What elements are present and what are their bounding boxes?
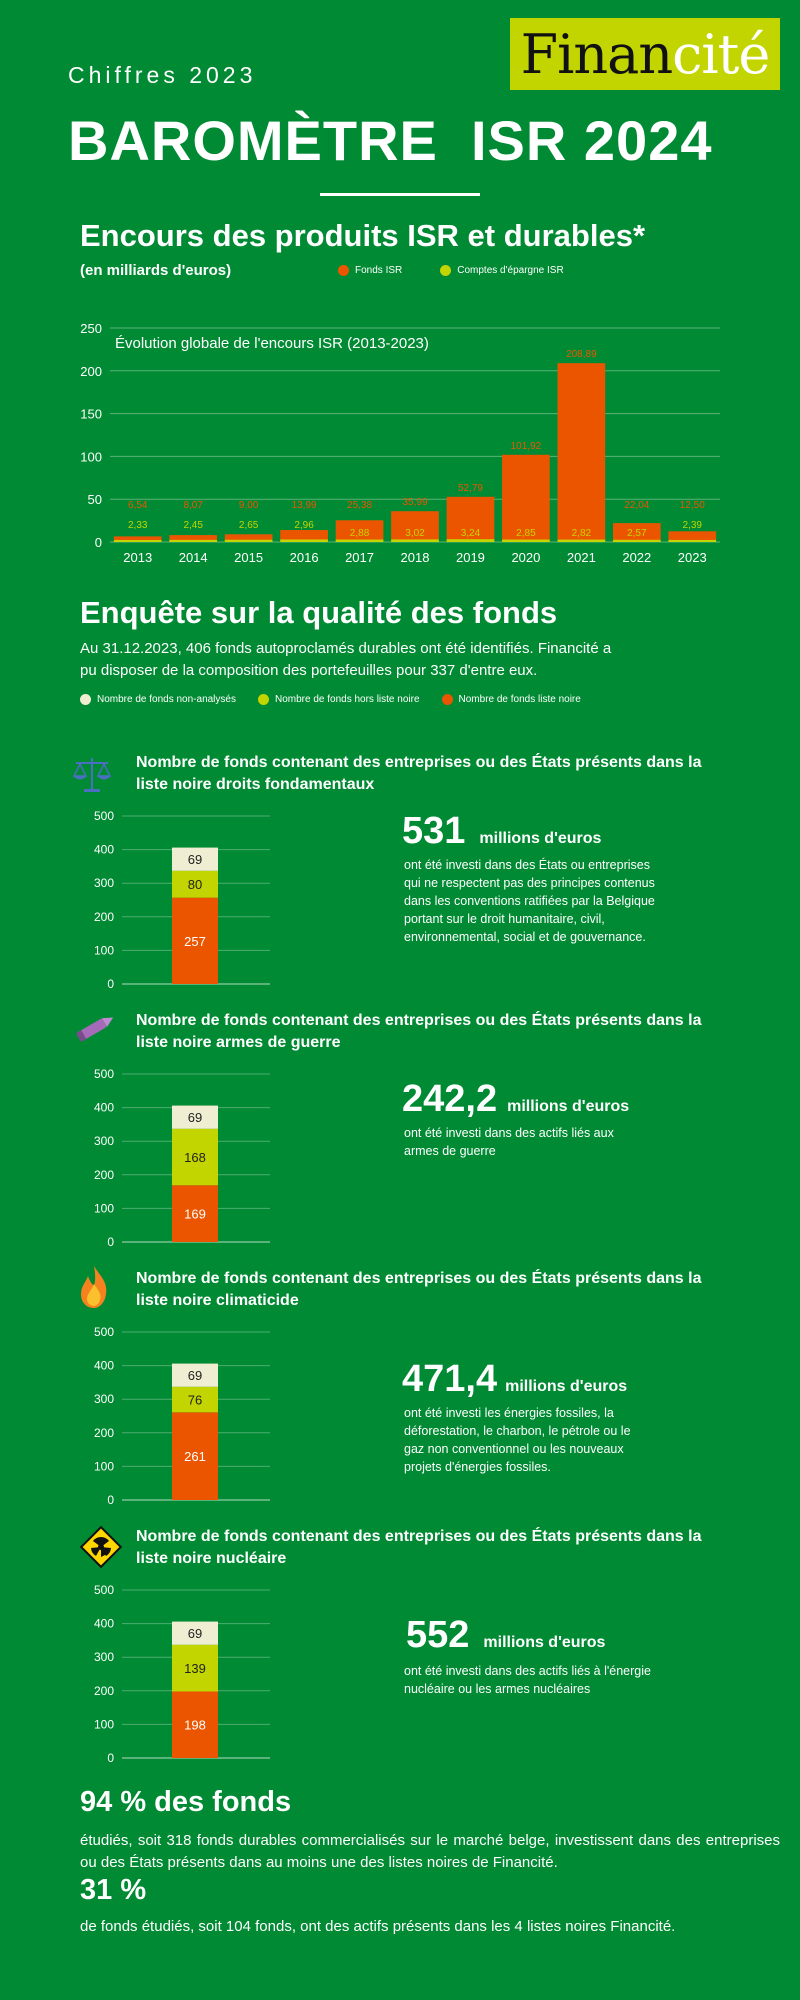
y-tick-label: 100 [93,1201,114,1216]
bar-comptes-epargne [668,540,716,542]
stat2-text: de fonds étudiés, soit 104 fonds, ont des actifs présents dans les 4 listes noires Financité. [80,1918,676,1935]
y-tick-label: 500 [93,1067,114,1081]
encours-legend [338,265,564,276]
data-label-comptes: 2,85 [516,528,536,539]
y-tick-label: 400 [93,1616,114,1631]
y-tick-label: 300 [93,876,114,891]
y-tick-label: 500 [93,809,114,823]
section2-title-line1: Nombre de fonds contenant des entreprises ou des États présents dans la [136,1012,702,1029]
y-tick-label: 500 [93,1325,114,1339]
section1-title-line2: liste noire droits fondamentaux [136,776,375,793]
title-divider [320,193,480,196]
y-tick-label: 0 [107,1493,114,1507]
y-tick-label: 500 [93,1583,114,1597]
x-tick-label: 2014 [178,550,208,565]
logo-text-part1: Finan [520,22,673,86]
data-label-comptes: 2,33 [127,520,148,531]
legend-dot-fonds [338,265,349,276]
x-tick-label: 2020 [511,550,541,565]
encours-bar-chart [0,310,800,570]
section3-title [136,1268,756,1312]
data-label-comptes: 2,96 [294,520,314,531]
data-label-fonds: 6,54 [127,500,148,511]
data-label-comptes: 2,45 [183,520,203,531]
data-label-comptes: 2,57 [627,528,647,539]
encours-heading: Encours des produits ISR et durables* [80,218,646,253]
section1-unit: millions d'euros [479,830,602,847]
bar-fonds-isr [558,363,606,542]
y-tick-label: 200 [93,909,114,924]
legend-label-liste-noire: Nombre de fonds liste noire [458,694,581,705]
x-tick-label: 2019 [455,550,485,565]
logo-text-part2: cité [672,22,770,86]
data-label-comptes: 3,24 [460,528,481,539]
segment-value-label: 169 [184,1206,206,1222]
y-tick-label: 400 [93,842,114,857]
data-label-fonds: 9,00 [238,500,259,511]
bar-comptes-epargne [613,540,661,542]
y-tick-label: 300 [93,1392,114,1407]
y-tick-label: 0 [107,1751,114,1765]
stat1-text: étudiés, soit 318 fonds durables commercialisés sur le marché belge, investissent dans des entreprises ou des États présents dans au moins une des listes noires de Financité. [80,1832,780,1871]
section2-amount-row [402,1078,629,1121]
section3-title-line1: Nombre de fonds contenant des entreprises ou des États présents dans la [136,1270,702,1287]
y-tick-label: 200 [93,1683,114,1698]
bar-comptes-epargne [225,540,273,542]
section4-stacked-chart [70,1582,280,1772]
data-label-fonds: 101,92 [510,440,542,452]
segment-value-label: 69 [187,1110,203,1126]
segment-value-label: 76 [187,1392,203,1408]
segment-value-label: 139 [184,1661,206,1677]
data-label-fonds: 52,79 [457,482,483,494]
y-tick-label: 100 [93,1459,114,1474]
y-tick-label: 0 [107,1235,114,1249]
bar-comptes-epargne [391,539,439,542]
section1-amount: 531 [402,810,466,852]
data-label-fonds: 22,04 [624,500,650,511]
section1-title [136,752,756,796]
section3-unit: millions d'euros [505,1378,628,1395]
section4-title-line2: liste noire nucléaire [136,1550,287,1567]
y-tick-label: 400 [93,1358,114,1373]
x-tick-label: 2013 [123,550,153,565]
segment-value-label: 198 [184,1717,206,1733]
section2-unit: millions d'euros [507,1098,630,1115]
section2-title [136,1010,756,1054]
section1-title-line1: Nombre de fonds contenant des entreprises ou des États présents dans la [136,754,702,771]
y-tick-label: 50 [87,492,102,508]
data-label-comptes: 2,39 [682,520,703,531]
scales-icon [70,752,114,796]
y-tick-label: 300 [93,1134,114,1149]
section2-amount: 242,2 [402,1078,498,1120]
encours-unit-note: (en milliards d'euros) [80,262,232,279]
section1-stacked-chart [70,808,280,998]
y-tick-label: 0 [94,535,102,550]
data-label-fonds: 8,07 [183,500,203,511]
legend-label-hors-liste: Nombre de fonds hors liste noire [274,694,420,705]
legend-label-non-analyses: Nombre de fonds non-analysés [97,694,236,705]
section3-description: ont été investi les énergies fossiles, la déforestation, le charbon, le pétrole ou le gaz non conventionnel ou les nouveaux projets d'énergies fossiles. [404,1406,631,1474]
fire-icon [74,1264,114,1310]
y-tick-label: 200 [80,363,102,379]
section2-title-line2: liste noire armes de guerre [136,1034,341,1051]
x-tick-label: 2023 [677,550,707,565]
y-tick-label: 100 [80,449,102,465]
y-tick-label: 250 [80,321,102,336]
segment-value-label: 69 [187,852,203,868]
section4-amount-row [406,1614,605,1657]
data-label-comptes: 3,02 [405,528,425,539]
segment-value-label: 69 [187,1626,203,1642]
chart-title: Évolution globale de l'encours ISR (2013-2023) [115,335,429,352]
segment-value-label: 257 [184,933,206,949]
data-label-fonds: 208,89 [566,349,597,361]
y-tick-label: 300 [93,1650,114,1665]
bar-comptes-epargne [114,540,162,542]
y-tick-label: 400 [93,1100,114,1115]
x-tick-label: 2016 [289,550,319,565]
section1-description: ont été investi dans des États ou entreprises qui ne respectent pas des principes contenus dans les conventions ratifiées par la Belgique portant sur le droit humanitaire, civil, environnemental, social et de gouvernance. [404,858,655,944]
section4-title-line1: Nombre de fonds contenant des entreprises ou des États présents dans la [136,1528,702,1545]
bullet-icon [70,1008,120,1048]
bar-comptes-epargne [169,540,217,542]
bar-comptes-epargne [280,539,328,542]
survey-heading: Enquête sur la qualité des fonds [80,595,558,630]
data-label-comptes: 2,88 [349,528,370,539]
data-label-comptes: 2,82 [571,528,592,539]
section2-stacked-chart [70,1066,280,1256]
data-label-fonds: 12,50 [679,500,705,511]
y-tick-label: 0 [107,977,114,991]
section3-stacked-chart [70,1324,280,1514]
section1-amount-row [402,810,601,853]
section3-amount-row [402,1358,627,1401]
bar-comptes-epargne [447,539,495,542]
x-tick-label: 2021 [566,550,596,565]
data-label-comptes: 2,65 [238,520,259,531]
section3-amount: 471,4 [402,1358,498,1400]
x-tick-label: 2017 [345,550,375,565]
page-subtitle: Chiffres 2023 [68,62,257,88]
data-label-fonds: 25,38 [347,500,373,511]
stat1-headline: 94 % des fonds [80,1786,292,1818]
legend-dot-comptes [440,265,451,276]
survey-legend [80,694,581,705]
legend-label-fonds: Fonds ISR [355,265,403,276]
section4-title [136,1526,756,1570]
bar-comptes-epargne [502,540,550,542]
stat2-headline: 31 % [80,1874,147,1906]
section4-amount: 552 [406,1614,470,1656]
section2-description: ont été investi dans des actifs liés aux armes de guerre [404,1126,614,1158]
segment-value-label: 69 [187,1368,203,1384]
survey-paragraph-line2: pu disposer de la composition des portefeuilles pour 337 d'entre eux. [80,662,538,679]
x-tick-label: 2022 [622,550,652,565]
segment-value-label: 80 [187,877,203,893]
data-label-fonds: 35,99 [402,497,428,509]
section4-description: ont été investi dans des actifs liés à l'énergie nucléaire ou les armes nucléaires [404,1664,651,1696]
data-label-fonds: 13,99 [291,500,317,511]
bar-comptes-epargne [336,540,384,542]
x-tick-label: 2018 [400,550,430,565]
radiation-icon [78,1524,124,1570]
page-title: BAROMÈTRE ISR 2024 [68,109,713,172]
x-tick-label: 2015 [234,550,264,565]
legend-dot-liste-noire [442,694,453,705]
y-tick-label: 150 [80,406,102,422]
legend-label-comptes: Comptes d'épargne ISR [457,265,564,276]
bar-comptes-epargne [558,540,606,542]
survey-paragraph-line1: Au 31.12.2023, 406 fonds autoproclamés durables ont été identifiés. Financité a [80,640,612,657]
financite-logo [510,18,780,90]
legend-dot-hors-liste [258,694,269,705]
segment-value-label: 261 [184,1449,206,1465]
y-tick-label: 100 [93,943,114,958]
section3-title-line2: liste noire climaticide [136,1292,299,1309]
y-tick-label: 200 [93,1167,114,1182]
section4-unit: millions d'euros [483,1634,606,1651]
y-tick-label: 200 [93,1425,114,1440]
y-tick-label: 100 [93,1717,114,1732]
segment-value-label: 168 [184,1149,206,1165]
legend-dot-non-analyses [80,694,91,705]
